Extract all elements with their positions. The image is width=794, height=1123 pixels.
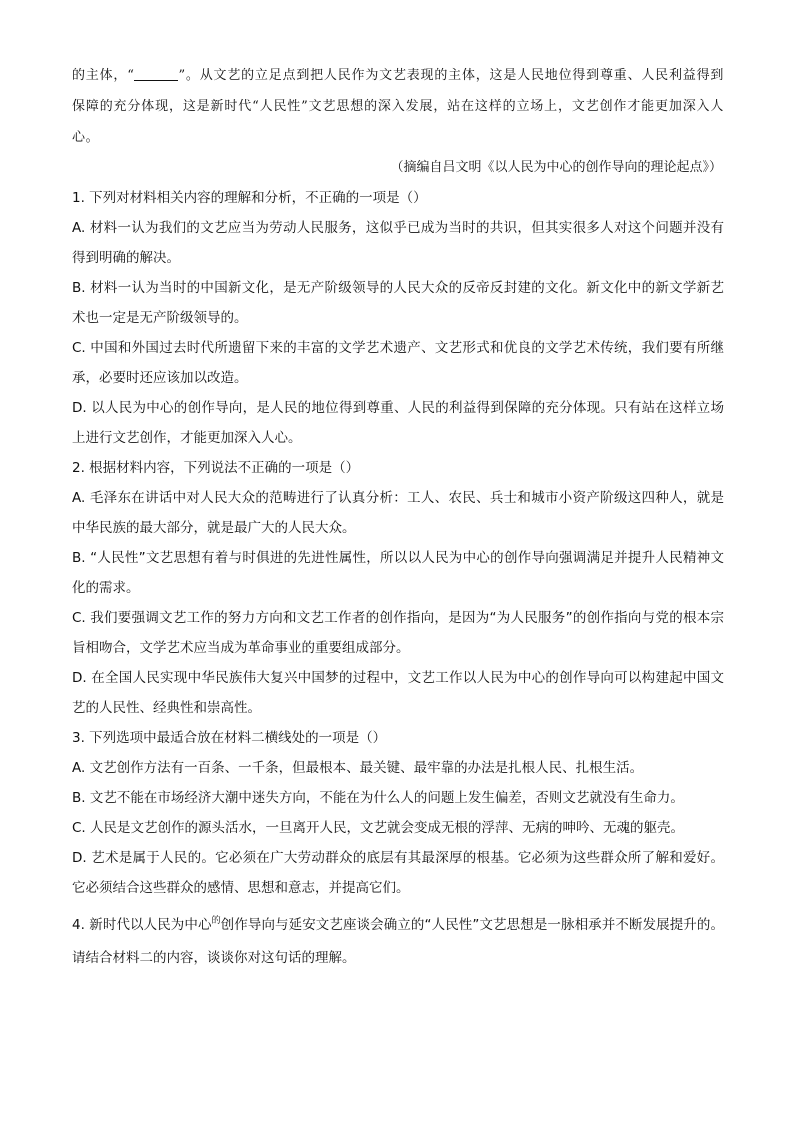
question-stem: 3. 下列选项中最适合放在材料二横线处的一项是（） xyxy=(72,730,387,746)
option-b: B. 材料一认为当时的中国新文化，是无产阶级领导的人民大众的反帝反封建的文化。新文化中的新文学新艺术也一定是无产阶级领导的。 xyxy=(72,280,724,326)
material-paragraph xyxy=(72,60,724,153)
option-a: A. 毛泽东在讲话中对人民大众的范畴进行了认真分析：工人、农民、兵士和城市小资产阶级这四种人，就是中华民族的最大部分，就是最广大的人民大众。 xyxy=(72,490,724,536)
material-line1-before: 的主体，“ xyxy=(72,68,135,83)
option-d: D. 艺术是属于人民的。它必须在广大劳动群众的底层有其最深厚的根基。它必须为这些群众所了解和爱好。它必须结合这些群众的感情、思想和意志，并提高它们。 xyxy=(72,850,724,896)
option-b: B. “人民性”文艺思想有着与时俱进的先进性属性，所以以人民为中心的创作导向强调满足并提升人民精神文化的需求。 xyxy=(72,550,724,596)
option-d: D. 在全国人民实现中华民族伟大复兴中国梦的过程中，文艺工作以人民为中心的创作导向可以构建起中国文艺的人民性、经典性和崇高性。 xyxy=(72,670,724,716)
source-citation: （摘编自吕文明《以人民为中心的创作导向的理论起点》） xyxy=(390,160,722,175)
q4-text-after: 创作导向与延安文艺座谈会确立的“人民性”文艺思想是一脉相承并不断发展提升的。请结合材料二的内容，谈谈你对这句话的理解。 xyxy=(72,917,724,966)
option-b: B. 文艺不能在市场经济大潮中迷失方向，不能在为什么人的问题上发生偏差，否则文艺就没有生命力。 xyxy=(72,790,684,806)
question-2 xyxy=(72,453,724,723)
question-stem: 1. 下列对材料相关内容的理解和分析，不正确的一项是（） xyxy=(72,190,427,206)
option-d: D. 以人民为中心的创作导向，是人民的地位得到尊重、人民的利益得到保障的充分体现。只有站在这样立场上进行文艺创作，才能更加深入人心。 xyxy=(72,400,724,446)
exam-page xyxy=(72,60,724,975)
question-stem xyxy=(72,905,724,975)
question-stem: 2. 根据材料内容，下列说法不正确的一项是（） xyxy=(72,460,360,476)
option-c: C. 中国和外国过去时代所遗留下来的丰富的文学艺术遗产、文艺形式和优良的文学艺术传统，我们要有所继承，必要时还应该加以改造。 xyxy=(72,340,724,386)
fill-blank xyxy=(134,66,178,81)
question-4 xyxy=(72,905,724,975)
option-a: A. 文艺创作方法有一百条、一千条，但最根本、最关键、最牢靠的办法是扎根人民、扎根生活。 xyxy=(72,760,644,776)
question-3 xyxy=(72,723,724,903)
material-line1-after: ”。从文艺的立足点到把人民作为文艺表现的主体，这是人民地位得到尊重、人民利益得到保障的充分体现，这是新时代“人民性”文艺思想的深入发展，站在这样的立场上，文艺创作才能更加深入人心。 xyxy=(72,68,724,145)
material-text xyxy=(72,60,724,153)
option-c: C. 我们要强调文艺工作的努力方向和文艺工作者的创作指向，是因为“为人民服务”的创作指向与党的根本宗旨相吻合，文学艺术应当成为革命事业的重要组成部分。 xyxy=(72,610,724,656)
question-1 xyxy=(72,183,724,453)
q4-text-before: 4. 新时代以人民为中心 xyxy=(72,917,212,933)
option-a: A. 材料一认为我们的文艺应当为劳动人民服务，这似乎已成为当时的共识，但其实很多人对这个问题并没有得到明确的解决。 xyxy=(72,220,724,266)
q4-superscript-char: 的 xyxy=(211,916,221,926)
option-c: C. 人民是文艺创作的源头活水，一旦离开人民，文艺就会变成无根的浮萍、无病的呻吟、无魂的躯壳。 xyxy=(72,820,685,836)
